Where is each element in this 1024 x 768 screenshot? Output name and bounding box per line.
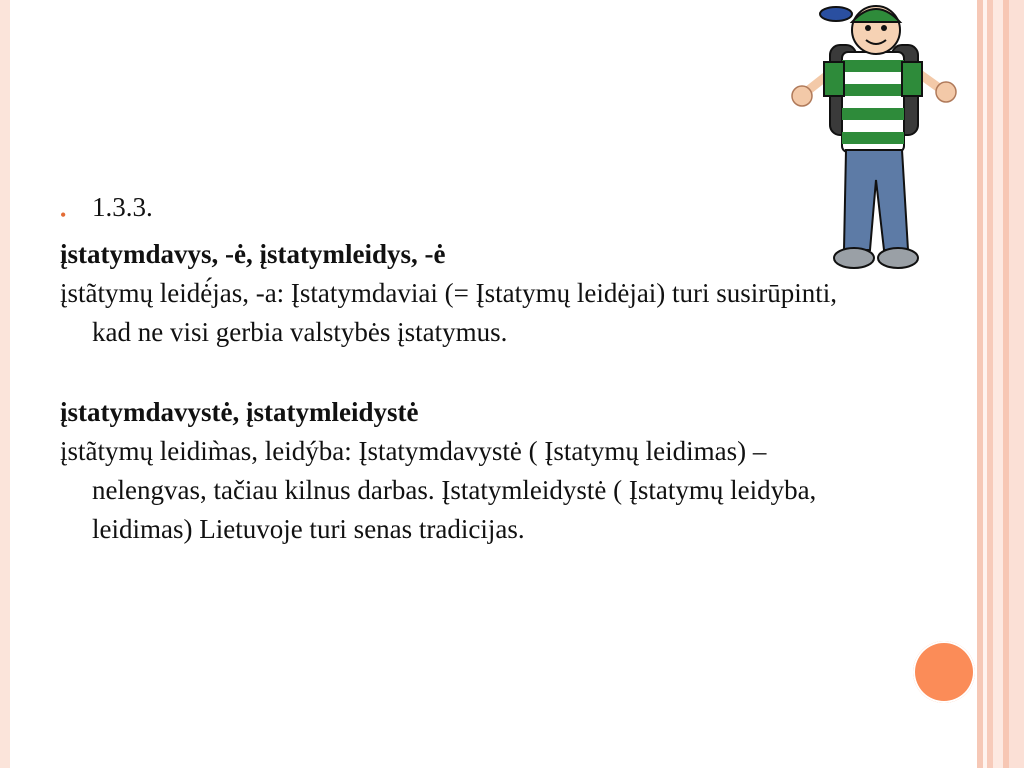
entry1-headword: įstatymdavys, -ė, įstatymleidys, -ė — [60, 239, 446, 269]
bullet-icon: • — [60, 205, 67, 225]
section-number: 1.3.3. — [92, 192, 153, 222]
decorative-stripe — [1009, 0, 1024, 768]
decorative-circle — [913, 641, 975, 703]
entry2-definition: įstãtymų leidim̀as, leidýba: Įstatymdavystė ( Įstatymų leidimas) – nelengvas, tačiau kilnus darbas. Įstatymleidystė ( Įstatymų leidyba, leidimas) Lietuvoje turi senas tradicijas. — [60, 436, 817, 544]
entry1-definition: įstãtymų leidė́jas, -a: Įstatymdaviai (= Įstatymų leidėjai) turi susirūpinti, kad ne visi gerbia valstybės įstatymus. — [60, 278, 838, 347]
slide-content — [60, 188, 850, 549]
section-bullet — [60, 188, 850, 227]
decorative-stripe — [993, 0, 1003, 768]
entry2-headword: įstatymdavystė, įstatymleidystė — [60, 397, 419, 427]
